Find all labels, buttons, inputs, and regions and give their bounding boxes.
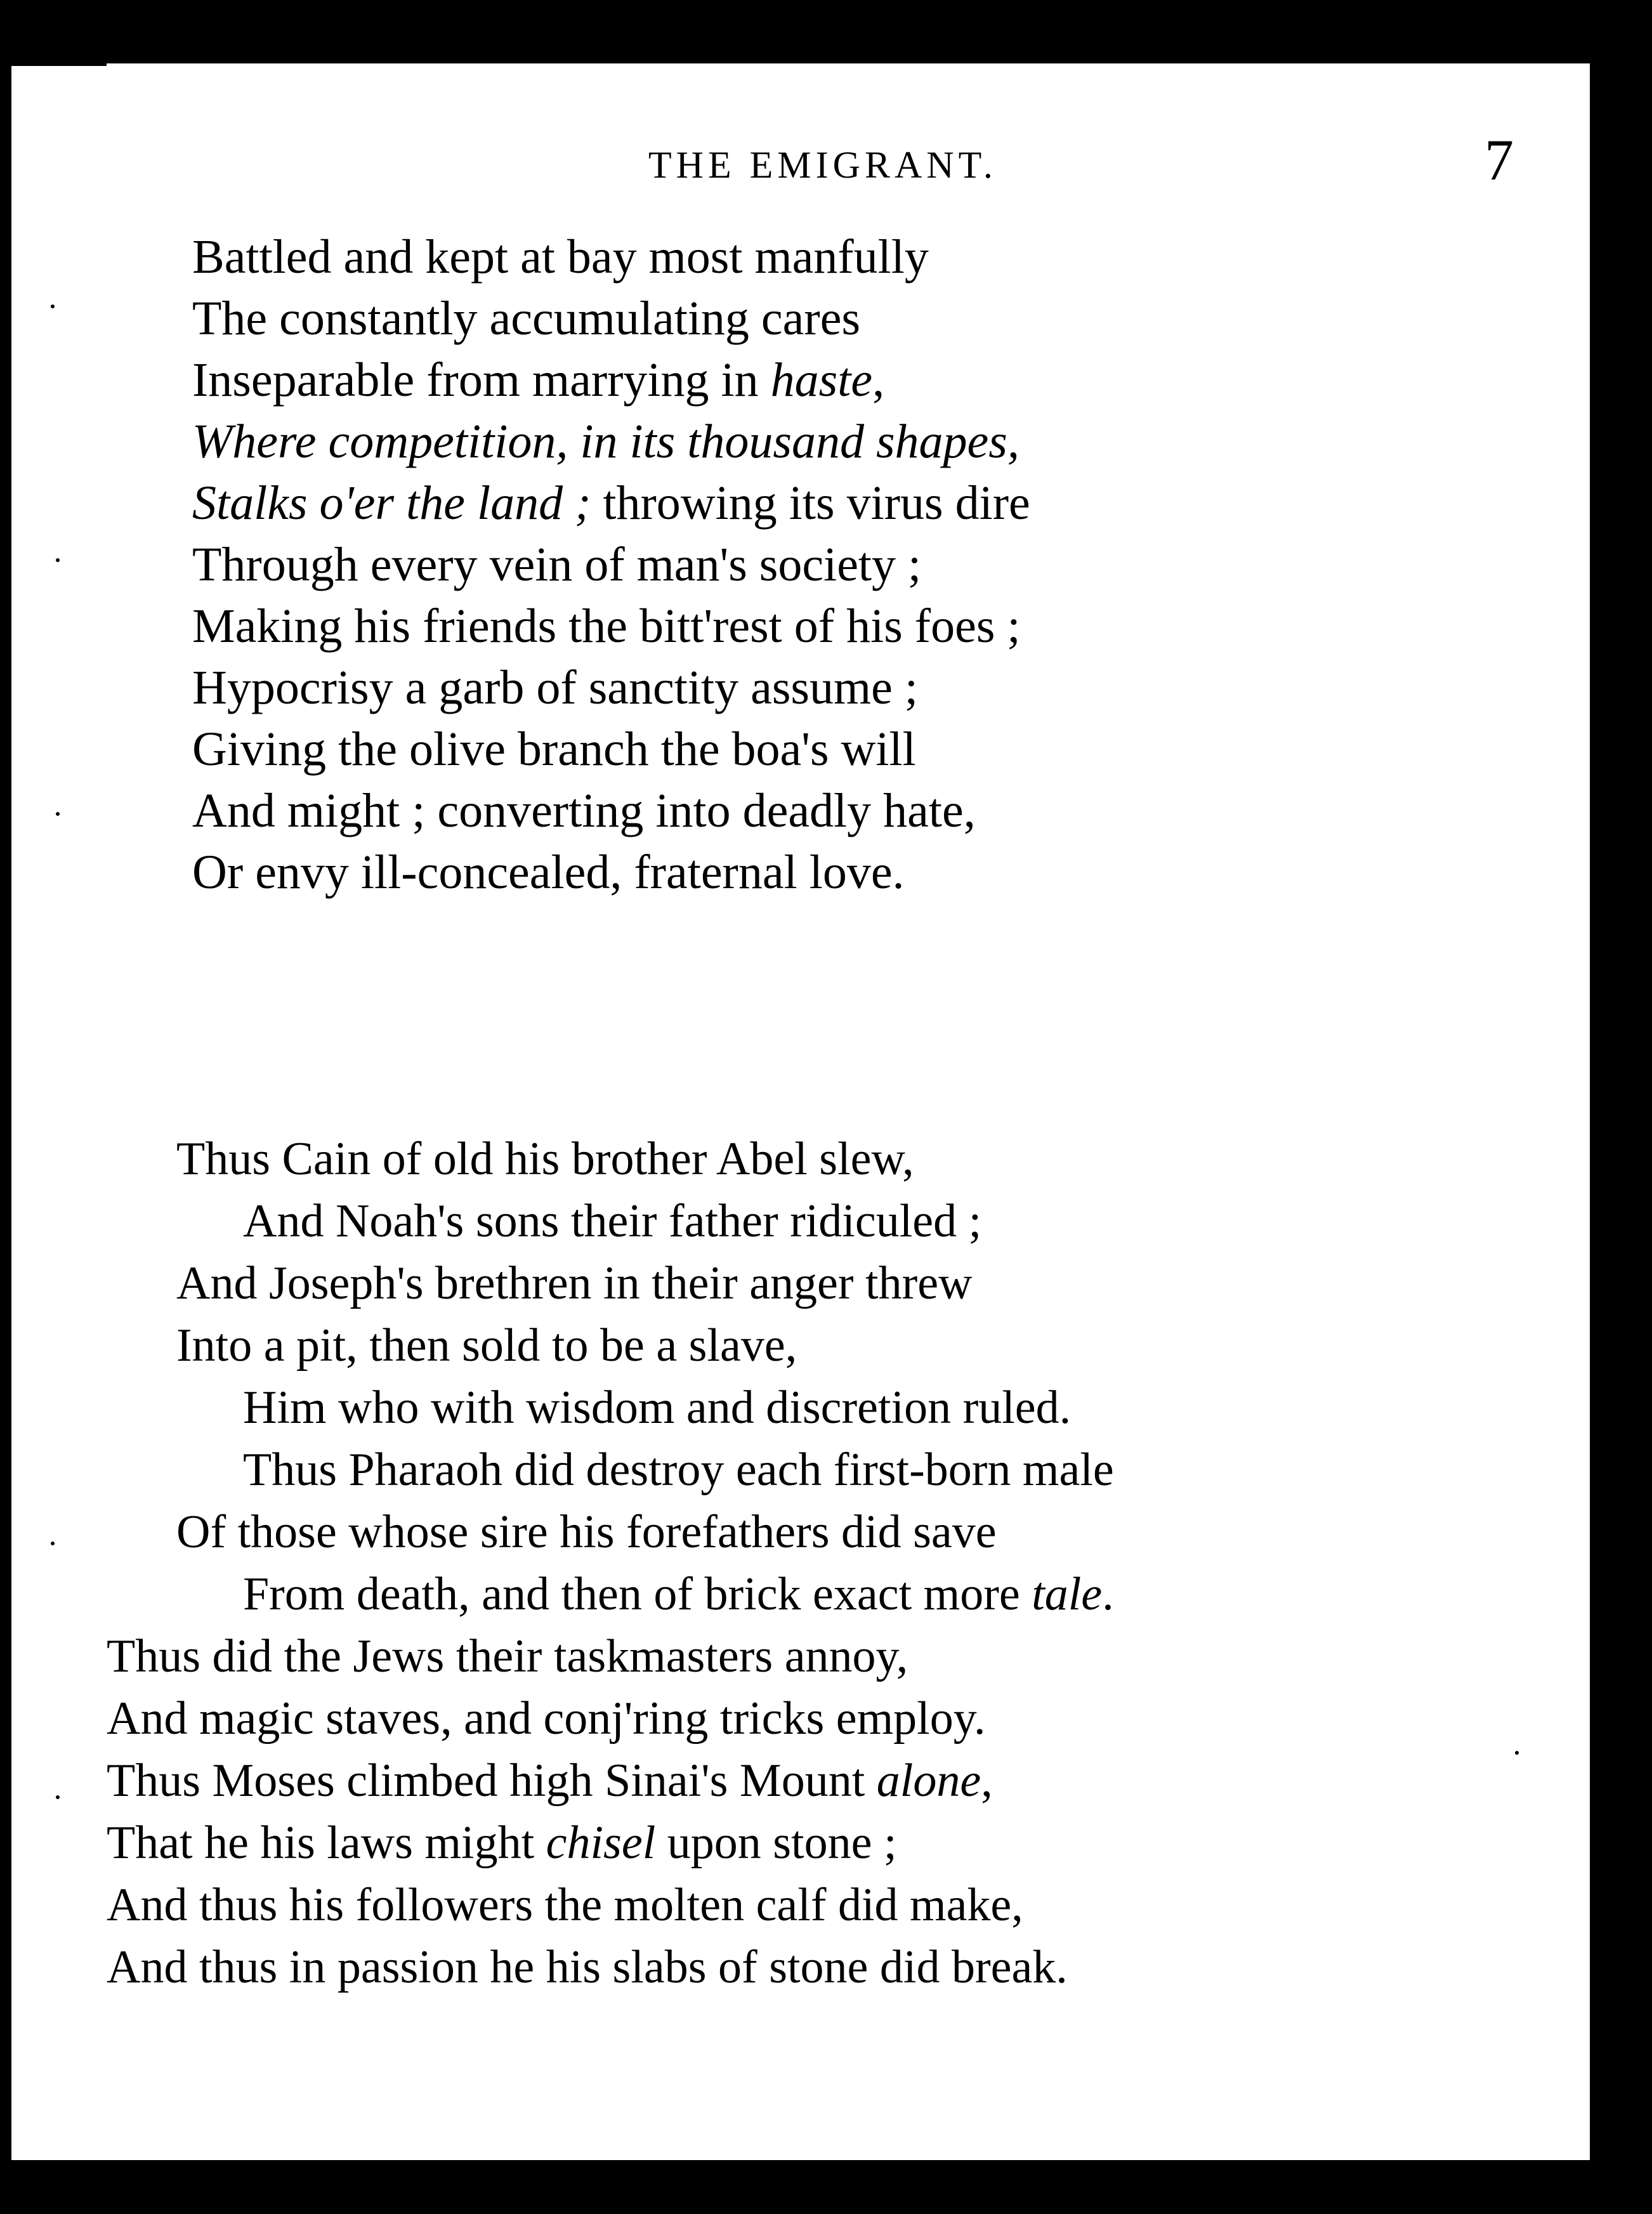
poem-line-italic-text: Stalks o'er the land ;	[192, 476, 591, 530]
poem-line-text: Thus Pharaoh did destroy each first-born male	[243, 1444, 1114, 1496]
scan-speck	[56, 558, 60, 562]
poem-line	[192, 288, 1030, 350]
poem-line	[176, 1252, 1114, 1314]
poem-line-text: Through every vein of man's society ;	[192, 538, 922, 591]
scan-edge-mark	[11, 63, 107, 66]
poem-line-italic-text: alone	[876, 1755, 981, 1807]
page-header	[11, 127, 1590, 203]
poem-stanza-2	[107, 1128, 1114, 1998]
poem-line	[192, 534, 1030, 596]
poem-line	[107, 1936, 1114, 1998]
poem-line-text: And Joseph's brethren in their anger threw	[176, 1257, 973, 1309]
poem-line-text: Thus Moses climbed high Sinai's Mount	[107, 1755, 877, 1807]
poem-line	[107, 1812, 1114, 1874]
poem-line	[192, 226, 1030, 288]
poem-line-text: From death, and then of brick exact more	[243, 1568, 1032, 1620]
poem-line-text: throwing its virus dire	[591, 476, 1030, 530]
poem-line	[176, 1501, 1114, 1563]
poem-line-text: .	[1102, 1568, 1114, 1620]
poem-line	[192, 657, 1030, 719]
poem-line	[192, 780, 1030, 842]
poem-line-text: Thus did the Jews their taskmasters annoy,	[107, 1630, 908, 1682]
scan-speck	[51, 305, 55, 308]
poem-line-text: Making his friends the bitt'rest of his foes ;	[192, 599, 1021, 653]
poem-line-text: And thus in passion he his slabs of stone did break.	[107, 1941, 1068, 1993]
poem-line-text: And Noah's sons their father ridiculed ;	[243, 1195, 982, 1247]
poem-line-text: upon stone ;	[655, 1817, 897, 1869]
poem-line	[192, 596, 1030, 657]
scan-speck	[51, 1542, 55, 1545]
poem-line-text: That he his laws might	[107, 1817, 546, 1869]
poem-line-text: Battled and kept at bay most manfully	[192, 230, 929, 284]
poem-line-italic-text: tale	[1032, 1568, 1103, 1620]
poem-line	[176, 1563, 1114, 1625]
poem-line	[192, 411, 1030, 473]
poem-line	[192, 473, 1030, 534]
poem-line-text: ,	[981, 1755, 993, 1807]
poem-line	[176, 1128, 1114, 1190]
running-title: THE EMIGRANT.	[648, 144, 997, 186]
poem-line-italic-text: haste	[770, 353, 873, 407]
poem-line	[192, 719, 1030, 780]
poem-line	[176, 1314, 1114, 1377]
poem-line-text: And thus his followers the molten calf did make,	[107, 1879, 1023, 1931]
poem-line-text: ,	[872, 353, 885, 407]
poem-line-text: Hypocrisy a garb of sanctity assume ;	[192, 661, 918, 714]
poem-line	[107, 1750, 1114, 1812]
page-number: 7	[1485, 128, 1514, 192]
poem-line	[176, 1190, 1114, 1252]
poem-line-text: Or envy ill-concealed, fraternal love.	[192, 846, 905, 899]
poem-line	[107, 1625, 1114, 1687]
poem-line-text: The constantly accumulating cares	[192, 292, 861, 345]
scan-speck	[56, 812, 60, 816]
poem-line	[107, 1687, 1114, 1750]
poem-line	[176, 1377, 1114, 1439]
poem-line-text: Of those whose sire his forefathers did save	[176, 1506, 997, 1558]
poem-stanza-1	[192, 226, 1030, 903]
book-page	[11, 63, 1590, 2160]
poem-line-text: Into a pit, then sold to be a slave,	[176, 1320, 797, 1372]
poem-line	[176, 1439, 1114, 1501]
scan-speck	[1515, 1751, 1519, 1755]
poem-line-text: Inseparable from marrying in	[192, 353, 771, 407]
poem-line-text: Him who with wisdom and discretion ruled.	[243, 1382, 1072, 1434]
poem-line	[192, 842, 1030, 903]
poem-line-text: Thus Cain of old his brother Abel slew,	[176, 1133, 914, 1185]
poem-line-italic-text: Where competition, in its thousand shapes,	[192, 415, 1019, 468]
poem-line-text: And might ; converting into deadly hate,	[192, 784, 976, 837]
poem-line-italic-text: chisel	[546, 1817, 656, 1869]
poem-line	[192, 350, 1030, 411]
scan-speck	[56, 1795, 60, 1799]
poem-line-text: Giving the olive branch the boa's will	[192, 723, 916, 776]
poem-line	[107, 1874, 1114, 1936]
poem-line-text: And magic staves, and conj'ring tricks employ.	[107, 1693, 986, 1745]
